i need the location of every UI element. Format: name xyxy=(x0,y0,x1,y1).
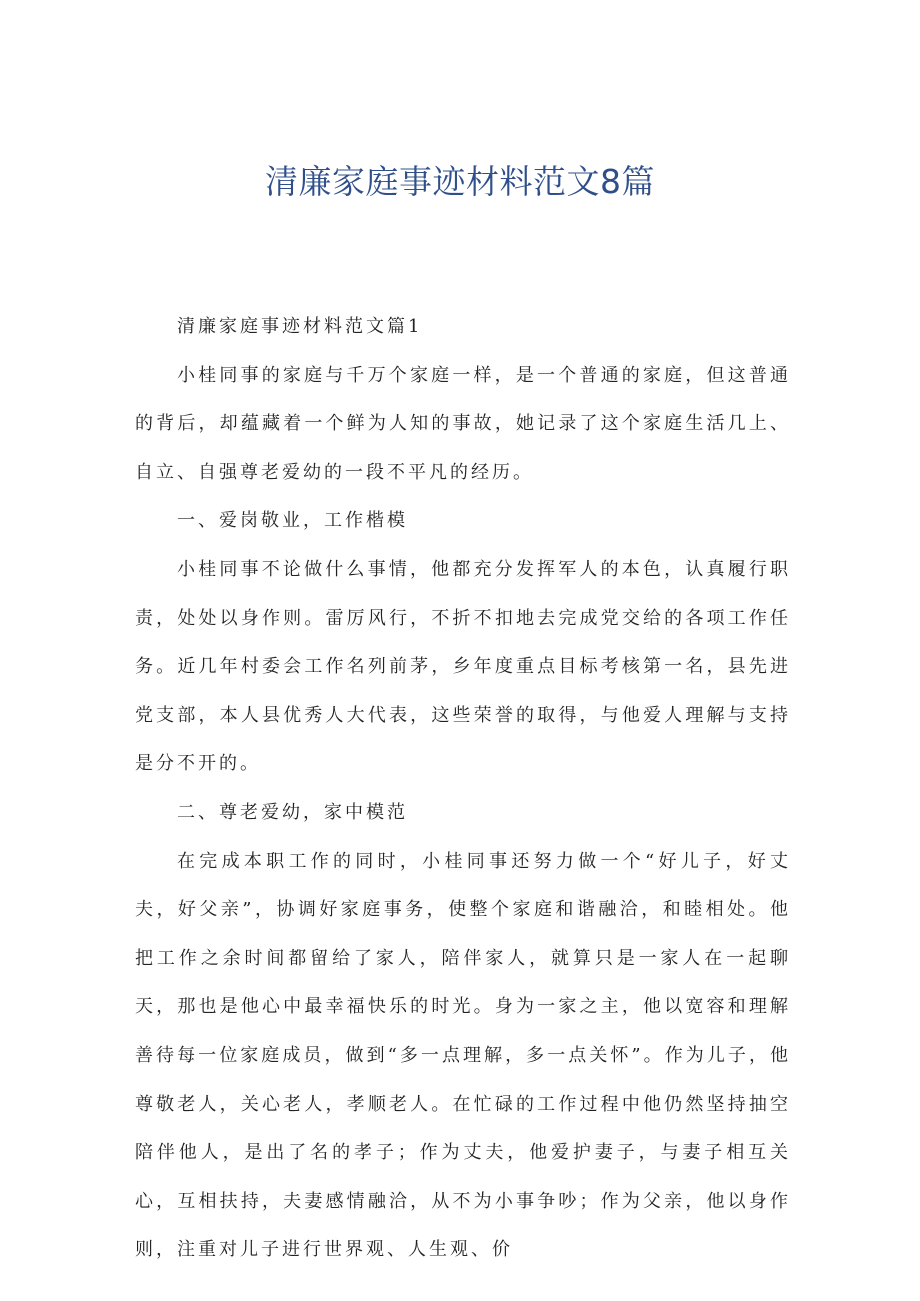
paragraph-family: 在完成本职工作的同时，小桂同事还努力做一个“好儿子，好丈夫，好父亲”，协调好家庭事务，使整个家庭和谐融洽，和睦相处。他把工作之余时间都留给了家人，陪伴家人，就算只是一家人在一起聊天，那也是他心中最幸福快乐的时光。身为一家之主，他以宽容和理解善待每一位家庭成员，做到“多一点理解，多一点关怀”。作为儿子，他尊敬老人，关心老人，孝顺老人。在忙碌的工作过程中他仍然坚持抽空陪伴他人，是出了名的孝子；作为丈夫，他爱护妻子，与妻子相互关心，互相扶持，夫妻感情融洽，从不为小事争吵；作为父亲，他以身作则，注重对儿子进行世界观、人生观、价 xyxy=(135,850,791,1261)
section-heading-work-model: 一、爱岗敬业，工作楷模 xyxy=(177,510,408,532)
document-title: 清廉家庭事迹材料范文8篇 xyxy=(265,162,655,201)
document-body xyxy=(135,303,791,1275)
section-heading-family-model: 二、尊老爱幼，家中模范 xyxy=(177,801,408,823)
paragraph-work: 小桂同事不论做什么事情，他都充分发挥军人的本色，认真履行职责，处处以身作则。雷厉风行，不折不扣地去完成党交给的各项工作任务。近几年村委会工作名列前茅，乡年度重点目标考核第一名，县先进党支部，本人县优秀人大代表，这些荣誉的取得，与他爱人理解与支持是分不开的。 xyxy=(135,558,791,775)
paragraph-intro: 小桂同事的家庭与千万个家庭一样，是一个普通的家庭，但这普通的背后，却蕴藏着一个鲜为人知的事故，她记录了这个家庭生活几上、自立、自强尊老爱幼的一段不平凡的经历。 xyxy=(135,364,791,483)
section-heading-article-1: 清廉家庭事迹材料范文篇1 xyxy=(177,316,423,337)
